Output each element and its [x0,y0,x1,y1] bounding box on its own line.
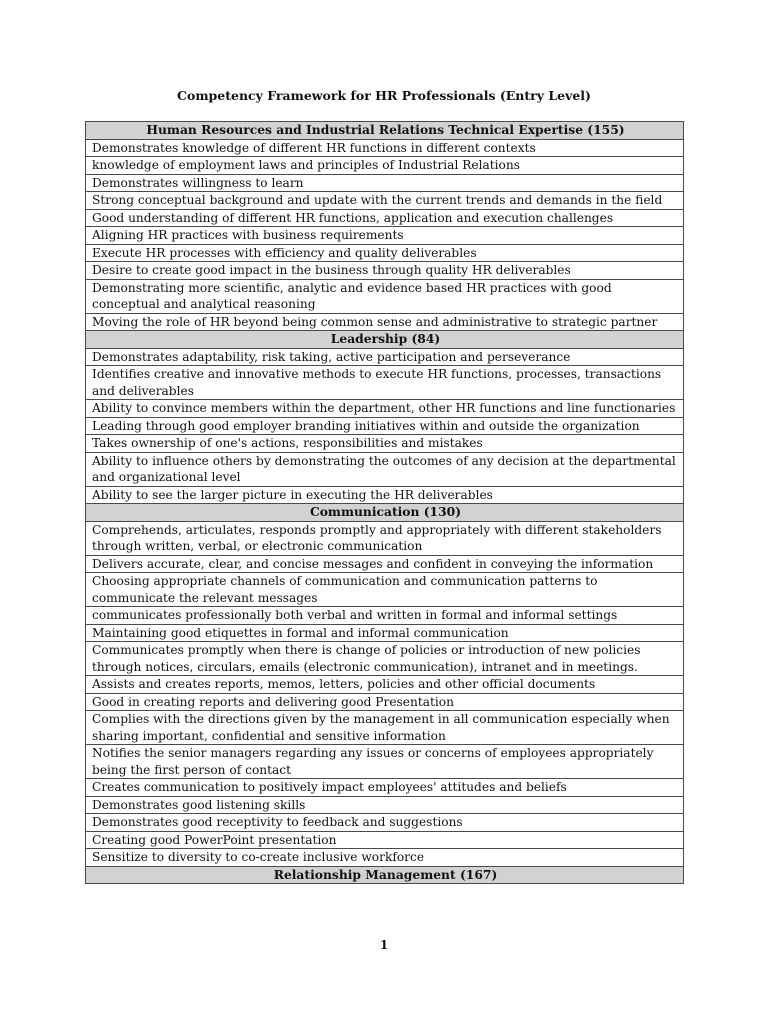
competency-row [86,779,684,797]
competency-text: Ability to influence others by demonstrating the outcomes of any decision at the departmental and organizational level [86,452,684,486]
competency-row [86,348,684,366]
competency-text: Demonstrates willingness to learn [86,174,684,192]
competency-row [86,642,684,676]
competency-text: Leading through good employer branding initiatives within and outside the organization [86,417,684,435]
competency-row [86,139,684,157]
section-header-text: Leadership (84) [86,331,684,349]
competency-text: Demonstrates good listening skills [86,796,684,814]
competency-text: knowledge of employment laws and principles of Industrial Relations [86,157,684,175]
competency-text: Creating good PowerPoint presentation [86,831,684,849]
competency-text: Assists and creates reports, memos, letters, policies and other official documents [86,676,684,694]
competency-row [86,849,684,867]
competency-row [86,521,684,555]
section-header-text: Relationship Management (167) [86,866,684,884]
competency-row [86,814,684,832]
competency-text: Sensitize to diversity to co-create inclusive workforce [86,849,684,867]
competency-row [86,452,684,486]
page-number: 1 [379,938,389,952]
competency-row [86,624,684,642]
section-header-text: Communication (130) [86,504,684,522]
competency-row [86,831,684,849]
competency-text: Aligning HR practices with business requirements [86,227,684,245]
competency-text: Identifies creative and innovative methods to execute HR functions, processes, transactions and deliverables [86,366,684,400]
competency-text: Choosing appropriate channels of communication and communication patterns to communicate the relevant messages [86,573,684,607]
competency-row [86,711,684,745]
competency-text: Creates communication to positively impact employees' attitudes and beliefs [86,779,684,797]
competency-row [86,745,684,779]
competency-text: Demonstrates good receptivity to feedback and suggestions [86,814,684,832]
competency-text: Demonstrates adaptability, risk taking, active participation and perseverance [86,348,684,366]
competency-text: Takes ownership of one's actions, responsibilities and mistakes [86,435,684,453]
competency-row [86,796,684,814]
competency-text: Desire to create good impact in the business through quality HR deliverables [86,262,684,280]
competency-row [86,607,684,625]
competency-row [86,227,684,245]
competency-text: Maintaining good etiquettes in formal and informal communication [86,624,684,642]
section-header-text: Human Resources and Industrial Relations Technical Expertise (155) [86,122,684,140]
section-header-row [86,331,684,349]
competency-text: Good understanding of different HR functions, application and execution challenges [86,209,684,227]
competency-row [86,400,684,418]
competency-text: Demonstrates knowledge of different HR functions in different contexts [86,139,684,157]
competency-text: Ability to see the larger picture in executing the HR deliverables [86,486,684,504]
competency-text: Comprehends, articulates, responds promptly and appropriately with different stakeholders through written, verbal, or electronic communication [86,521,684,555]
competency-row [86,244,684,262]
competency-row [86,676,684,694]
competency-row [86,192,684,210]
competency-row [86,157,684,175]
competency-table-body [86,122,684,884]
competency-row [86,366,684,400]
competency-row [86,693,684,711]
competency-table [85,121,684,884]
competency-row [86,279,684,313]
section-header-row [86,504,684,522]
competency-text: Notifies the senior managers regarding any issues or concerns of employees appropriately being the first person of contact [86,745,684,779]
section-header-row [86,866,684,884]
competency-text: Complies with the directions given by the management in all communication especially when sharing important, confidential and sensitive information [86,711,684,745]
competency-text: Strong conceptual background and update with the current trends and demands in the field [86,192,684,210]
competency-text: Good in creating reports and delivering good Presentation [86,693,684,711]
competency-row [86,174,684,192]
competency-text: Moving the role of HR beyond being common sense and administrative to strategic partner [86,313,684,331]
competency-text: communicates professionally both verbal and written in formal and informal settings [86,607,684,625]
competency-row [86,417,684,435]
document-title: Competency Framework for HR Professionals (Entry Level) [177,88,591,103]
competency-text: Ability to convince members within the department, other HR functions and line functionaries [86,400,684,418]
competency-text: Delivers accurate, clear, and concise messages and confident in conveying the information [86,555,684,573]
competency-row [86,209,684,227]
competency-text: Demonstrating more scientific, analytic and evidence based HR practices with good conceptual and analytical reasoning [86,279,684,313]
competency-row [86,435,684,453]
competency-row [86,486,684,504]
competency-row [86,313,684,331]
competency-text: Execute HR processes with efficiency and quality deliverables [86,244,684,262]
section-header-row [86,122,684,140]
competency-row [86,555,684,573]
competency-row [86,573,684,607]
competency-row [86,262,684,280]
competency-text: Communicates promptly when there is change of policies or introduction of new policies through notices, circulars, emails (electronic communication), intranet and in meetings. [86,642,684,676]
